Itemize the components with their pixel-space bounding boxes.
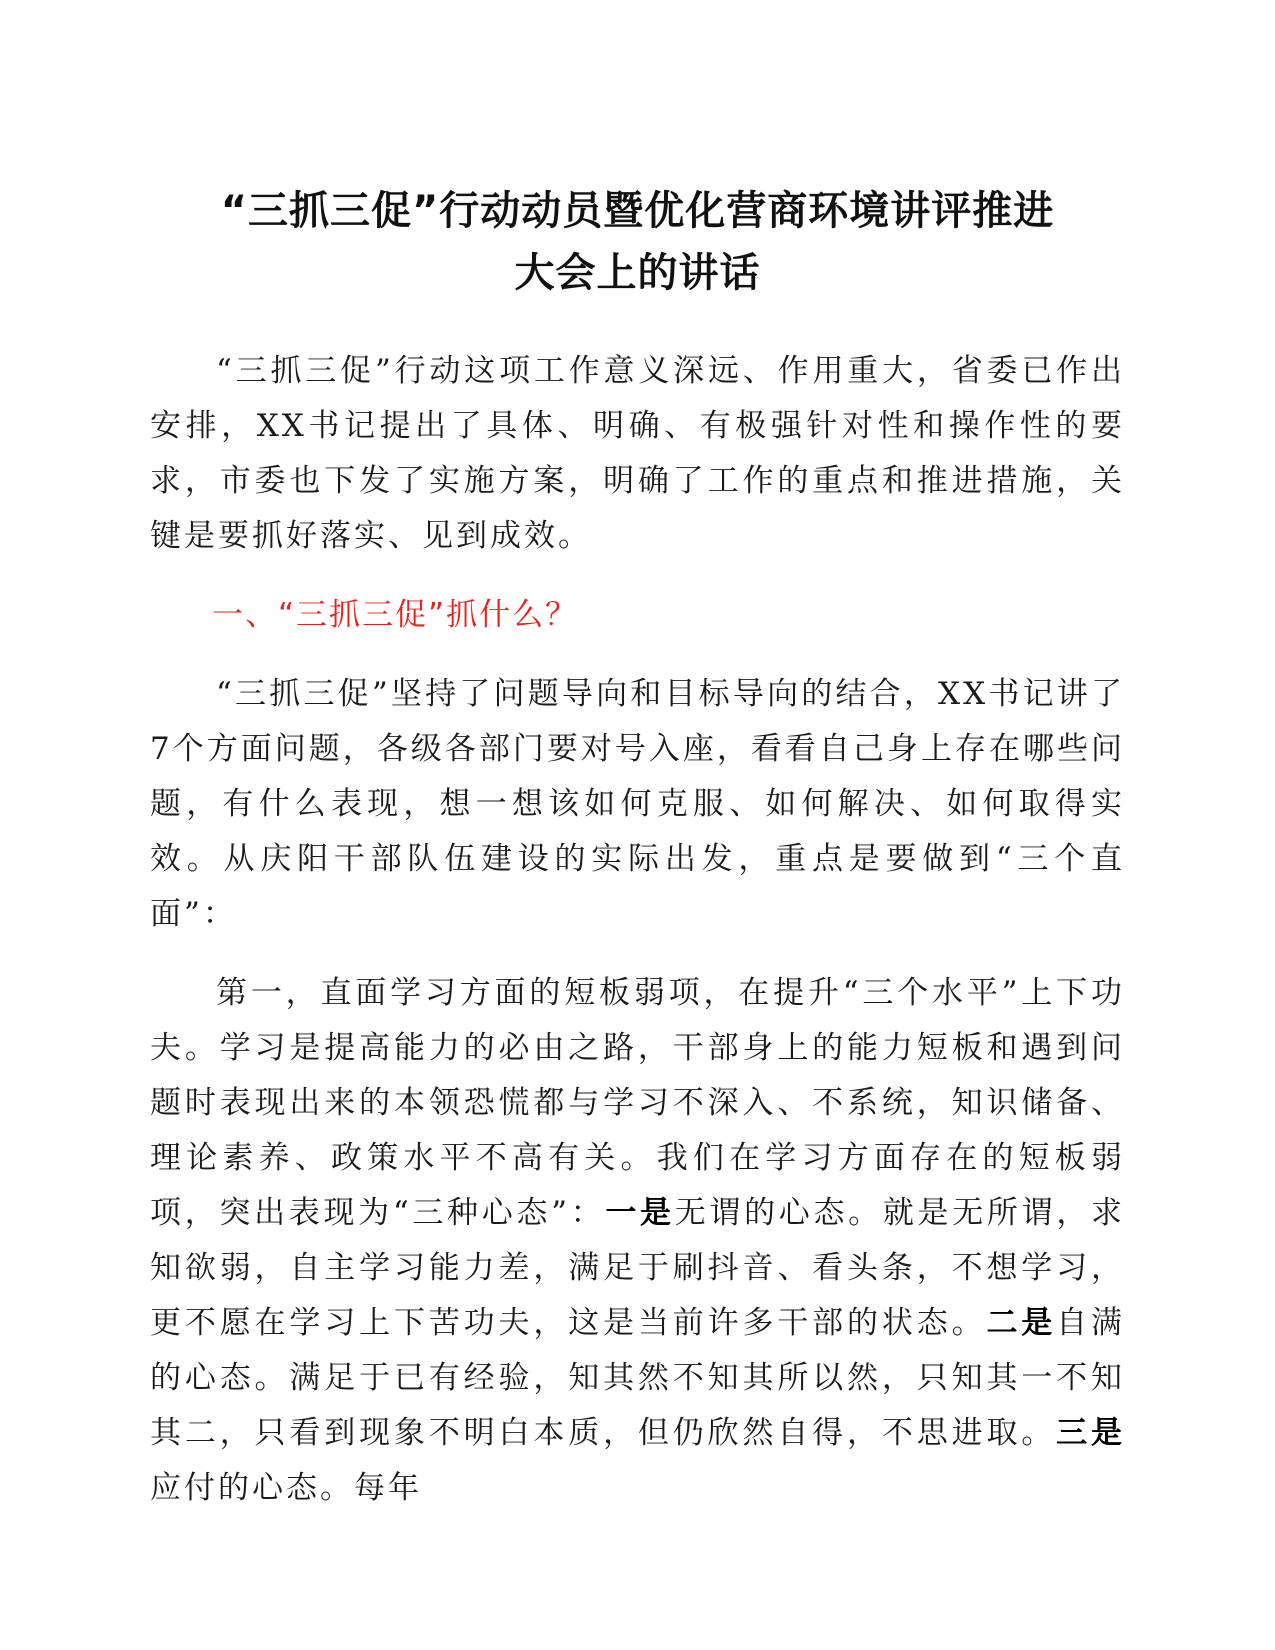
point-1-marker-1: 一是 — [605, 1195, 675, 1231]
point-1-text-c: 自满的心态。满足于已有经验，知其然不知其所以然，只知其一不知其二，只看到现象不明白本质，但仍欣然自得，不思进取。 — [150, 1305, 1126, 1451]
title-line-1: “三抓三促”行动动员暨优化营商环境讲评推进 — [220, 188, 1055, 234]
spacer — [150, 564, 1125, 588]
title-line-2: 大会上的讲话 — [514, 250, 761, 296]
point-1-text-a: 第一，直面学习方面的短板弱项，在提升“三个水平”上下功夫。学习是提高能力的必由之路，干部身上的能力短板和遇到问题时表现出来的本领恐慌都与学习不深入、不系统，知识储备、理论素养、政策水平不高有关。我们在学习方面存在的短板弱项，突出表现为“三种心态”： — [150, 975, 1125, 1231]
point-1-text-d: 应付的心态。每年 — [150, 1470, 422, 1506]
spacer — [150, 643, 1125, 667]
point-1-marker-2: 二是 — [986, 1305, 1057, 1341]
point-1-paragraph — [150, 966, 1125, 1516]
section-1-paragraph: “三抓三促”坚持了问题导向和目标导向的结合，XX书记讲了7个方面问题，各级各部门要对号入座，看看自己身上存在哪些问题，有什么表现，想一想该如何克服、如何解决、如何取得实效。从庆阳干部队伍建设的实际出发，重点是要做到“三个直面”： — [150, 676, 1125, 932]
point-1-text-b: 无谓的心态。就是无所谓，求知欲弱，自主学习能力差，满足于刷抖音、看头条，不想学习，更不愿在学习上下苦功夫，这是当前许多干部的状态。 — [150, 1195, 1126, 1341]
document-title — [150, 180, 1125, 304]
point-1-marker-3: 三是 — [1056, 1415, 1126, 1451]
spacer — [150, 942, 1125, 966]
intro-paragraph: “三抓三促”行动这项工作意义深远、作用重大，省委已作出安排，XX书记提出了具体、明确、有极强针对性和操作性的要求，市委也下发了实施方案，明确了工作的重点和推进措施，关键是要抓好落实、见到成效。 — [150, 353, 1125, 554]
section-heading-1: 一、“三抓三促”抓什么？ — [212, 597, 579, 633]
